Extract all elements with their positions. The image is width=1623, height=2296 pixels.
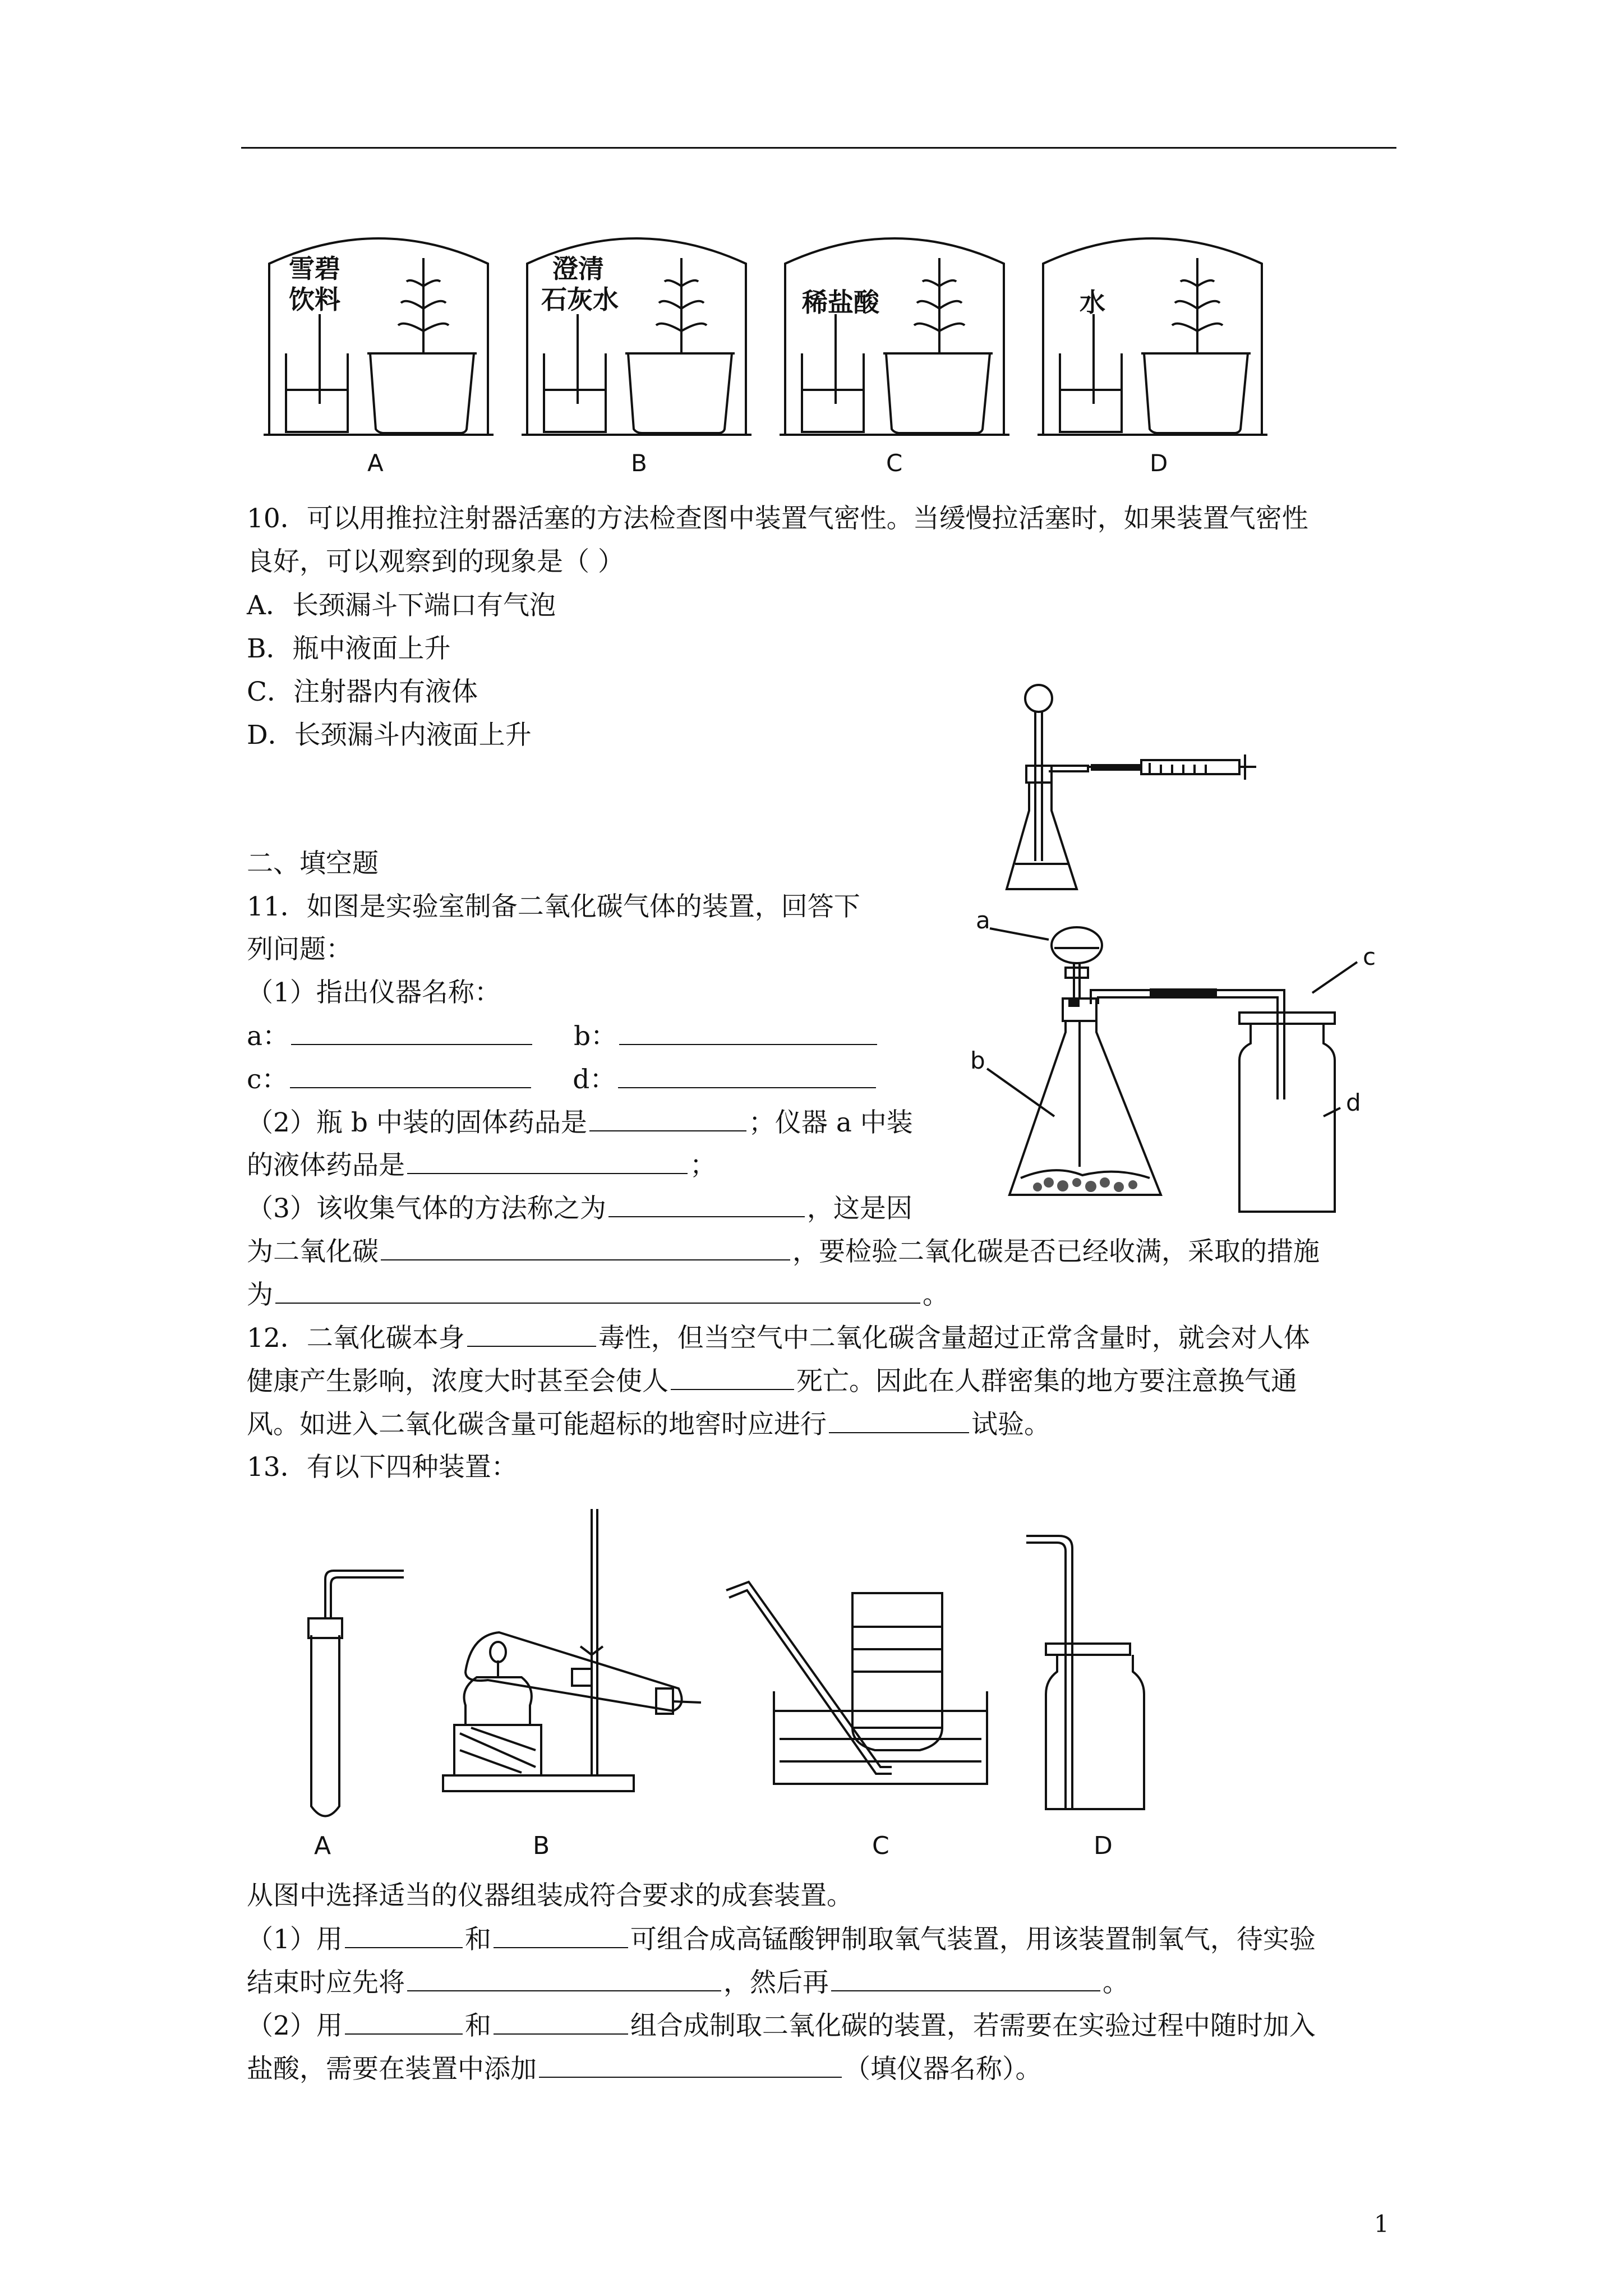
q12-text-a: 12．二氧化碳本身 <box>247 1323 465 1354</box>
q11-p2-text-d: ； <box>690 1150 716 1181</box>
q11-a-blank[interactable] <box>291 1019 532 1045</box>
q11-p3-text-c: 为二氧化碳 <box>247 1236 379 1267</box>
q11-p3-text-b: ，这是因 <box>806 1193 912 1224</box>
q13-fig-letter-c: C <box>872 1832 889 1860</box>
q9-panel-a-label-1: 雪碧 <box>289 254 340 284</box>
q12-line2 <box>247 1364 1297 1398</box>
q13-p1-text-e: ，然后再 <box>723 1967 829 1998</box>
q13-part2-line2 <box>247 2052 1042 2086</box>
q11-stem-line1: 11．如图是实验室制备二氧化碳气体的装置，回答下 <box>247 891 860 922</box>
q11-p2-text-a: （2）瓶 b 中装的固体药品是 <box>247 1107 587 1138</box>
q9-panel-d-letter: D <box>1150 449 1168 477</box>
q9-panel-d <box>1038 238 1267 435</box>
q13-p2-blank-1[interactable] <box>345 2009 463 2035</box>
page-number: 1 <box>1374 2210 1389 2238</box>
q12-test-blank[interactable] <box>829 1407 969 1433</box>
q10-option-b: B．瓶中液面上升 <box>247 633 451 664</box>
q10-stem-line1: 10．可以用推拉注射器活塞的方法检查图中装置气密性。当缓慢拉活塞时，如果装置气密性 <box>247 503 1308 534</box>
q11-stem-line2: 列问题： <box>247 934 352 965</box>
section2-title: 二、填空题 <box>247 848 379 879</box>
q11-p3-text-f: 。 <box>923 1280 949 1310</box>
q11-fig-label-b: b <box>970 1047 985 1074</box>
q9-panel-c-letter: C <box>886 449 903 477</box>
q13-fig-letter-a: A <box>314 1832 331 1860</box>
q11-b-label: b： <box>573 1021 617 1052</box>
q11-fig-label-d: d <box>1346 1089 1361 1116</box>
q11-fig-label-c: c <box>1363 943 1376 970</box>
q9-panel-b-label-2: 石灰水 <box>541 284 619 315</box>
q11-part3-line1 <box>247 1191 912 1226</box>
q11-a-label: a： <box>247 1021 289 1052</box>
q11-c-label: c： <box>247 1064 288 1095</box>
q13-p2-text-a: （2）用 <box>247 2010 343 2041</box>
q11-cd-line <box>247 1062 878 1097</box>
q13-p2-text-d: 盐酸，需要在装置中添加 <box>247 2054 537 2085</box>
q11-measure-blank[interactable] <box>275 1278 920 1304</box>
q11-part3-line3 <box>247 1278 949 1312</box>
q13-part1-line1 <box>247 1922 1316 1957</box>
q12-text-d: 死亡。因此在人群密集的地方要注意换气通 <box>796 1366 1297 1397</box>
q10-option-d: D．长颈漏斗内液面上升 <box>247 720 532 751</box>
q13-figure <box>286 1503 1211 1862</box>
q13-p1-text-c: 可组合成高锰酸钾制取氧气装置，用该装置制氧气，待实验 <box>630 1924 1316 1955</box>
q13-p1-text-f: 。 <box>1103 1967 1129 1998</box>
q12-text-f: 试验。 <box>971 1409 1050 1440</box>
q9-panel-a-label-2: 饮料 <box>289 284 340 315</box>
q11-reason-blank[interactable] <box>381 1235 790 1260</box>
q13-part2-line1 <box>247 2009 1316 2043</box>
q11-method-blank[interactable] <box>608 1191 805 1217</box>
q11-d-label: d： <box>573 1064 616 1095</box>
q11-p2-text-c: 的液体药品是 <box>247 1150 405 1181</box>
q9-panel-a-letter: A <box>367 449 384 477</box>
q13-p2-text-b: 和 <box>464 2010 491 2041</box>
q13-p2-text-c: 组合成制取二氧化碳的装置，若需要在实验过程中随时加入 <box>630 2010 1316 2041</box>
q12-text-e: 风。如进入二氧化碳含量可能超标的地窖时应进行 <box>247 1409 827 1440</box>
q11-part3-line2 <box>247 1235 1320 1269</box>
q13-part1-line2 <box>247 1966 1129 2000</box>
q13-p1-blank-2[interactable] <box>494 1922 628 1948</box>
q13-p1-text-d: 结束时应先将 <box>247 1967 405 1998</box>
q13-stem: 13．有以下四种装置： <box>247 1452 518 1483</box>
q13-p1-blank-3[interactable] <box>407 1966 721 1991</box>
q11-d-blank[interactable] <box>618 1062 876 1088</box>
q10-stem-line2: 良好，可以观察到的现象是（ ） <box>247 546 624 577</box>
q9-panel-c <box>780 238 1009 435</box>
q13-p2-blank-2[interactable] <box>494 2009 628 2035</box>
q11-figure <box>970 914 1396 1234</box>
q9-panel-d-label-1: 水 <box>1080 287 1105 318</box>
q11-part2-line2 <box>247 1148 716 1182</box>
q11-p2-text-b: ；仪器 a 中装 <box>748 1107 913 1138</box>
q13-p1-blank-1[interactable] <box>345 1922 463 1948</box>
q11-p3-text-d: ，要检验二氧化碳是否已经收满，采取的措施 <box>792 1236 1320 1267</box>
q11-p3-text-e: 为 <box>247 1280 273 1310</box>
q9-figure <box>264 224 1312 482</box>
q11-p3-text-a: （3）该收集气体的方法称之为 <box>247 1193 606 1224</box>
q12-text-c: 健康产生影响，浓度大时甚至会使人 <box>247 1366 668 1397</box>
q11-fig-label-a: a <box>976 914 990 934</box>
q12-line3 <box>247 1407 1050 1442</box>
q10-option-c: C．注射器内有液体 <box>247 677 478 707</box>
q13-p1-blank-4[interactable] <box>831 1966 1100 1991</box>
q13-instruction: 从图中选择适当的仪器组装成符合要求的成套装置。 <box>247 1880 853 1911</box>
q9-panel-c-label-1: 稀盐酸 <box>802 287 879 318</box>
q11-solid-blank[interactable] <box>589 1106 746 1131</box>
q13-p2-text-e: （填仪器名称）。 <box>844 2054 1042 2085</box>
q12-death-blank[interactable] <box>671 1364 794 1390</box>
q13-fig-letter-b: B <box>533 1832 550 1860</box>
q10-option-a: A．长颈漏斗下端口有气泡 <box>247 590 556 621</box>
q9-panel-b-letter: B <box>631 449 647 477</box>
q9-panel-b-label-1: 澄清 <box>552 254 604 284</box>
q13-fig-letter-d: D <box>1094 1832 1113 1860</box>
q11-c-blank[interactable] <box>290 1062 531 1088</box>
q13-p2-blank-3[interactable] <box>539 2052 842 2078</box>
q12-line1 <box>247 1321 1310 1355</box>
q13-p1-text-a: （1）用 <box>247 1924 343 1955</box>
q13-p1-text-b: 和 <box>464 1924 491 1955</box>
q10-figure <box>1004 682 1267 900</box>
q11-liquid-blank[interactable] <box>407 1148 688 1174</box>
q11-b-blank[interactable] <box>619 1019 877 1045</box>
header-rule <box>241 147 1396 149</box>
q11-part1: （1）指出仪器名称： <box>247 977 501 1008</box>
q12-toxicity-blank[interactable] <box>467 1321 596 1347</box>
q12-text-b: 毒性，但当空气中二氧化碳含量超过正常含量时，就会对人体 <box>598 1323 1310 1354</box>
q11-ab-line <box>247 1019 879 1053</box>
q11-part2-line1 <box>247 1106 913 1140</box>
